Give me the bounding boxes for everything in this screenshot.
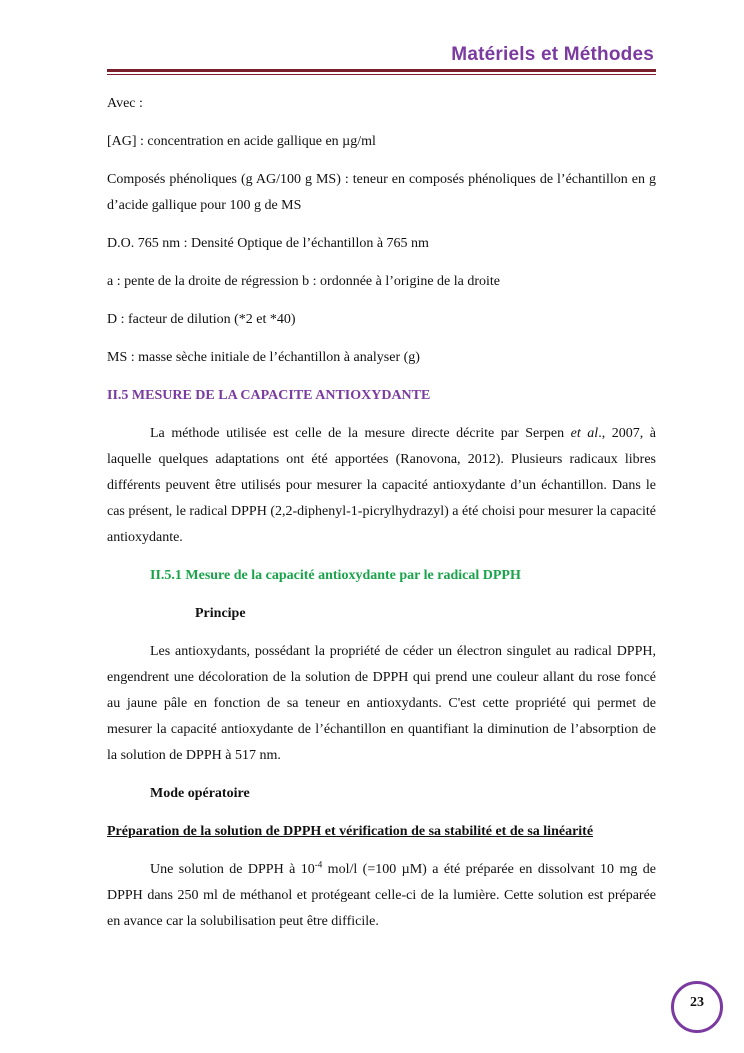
para1-after: ., 2007, à laquelle quelques adaptations ont été apportées (Ranovona, 2012). Plusieurs radicaux libres différents peuvent être utilisés pour mesurer la capacité antioxydante d’un échantillon. Dans le cas présent, le radical DPPH (2,2-diphenyl-1-picrylhydrazyl) a été choisi pour mesurer la capacité antioxydante. — [107, 426, 656, 545]
preparation-title: Préparation de la solution de DPPH et vérification de sa stabilité et de sa linéarité — [107, 824, 594, 839]
mode-heading: Mode opératoire — [150, 786, 250, 801]
header-rule-thin — [107, 74, 656, 75]
principe-heading: Principe — [195, 606, 246, 621]
para1-before: La méthode utilisée est celle de la mesure directe décrite par Serpen — [150, 426, 571, 441]
definition-pente: a : pente de la droite de régression b : ordonnée à l’origine de la droite — [107, 274, 501, 289]
section-title: II.5 MESURE DE LA CAPACITE ANTIOXYDANTE — [107, 388, 431, 403]
prep-after: mol/l (=100 µM) a été préparée en dissolvant 10 mg de DPPH dans 250 ml de méthanol et protégeant celle-ci de la lumière. Cette solution est préparée en avance car la solubilisation peut être difficile. — [107, 862, 656, 929]
page-number: 23 — [690, 995, 704, 1010]
definition-ag: [AG] : concentration en acide gallique en µg/ml — [107, 134, 376, 149]
page-content — [107, 91, 656, 947]
header-title: Matériels et Méthodes — [451, 44, 654, 65]
definition-dilution: D : facteur de dilution (*2 et *40) — [107, 312, 296, 327]
section-paragraph — [107, 421, 656, 551]
prep-exponent: -4 — [314, 859, 323, 870]
para1-italic: et al — [570, 426, 599, 441]
definition-do: D.O. 765 nm : Densité Optique de l’échantillon à 765 nm — [107, 236, 429, 251]
subsection-title: II.5.1 Mesure de la capacité antioxydante par le radical DPPH — [150, 568, 521, 583]
definition-composes: Composés phénoliques (g AG/100 g MS) : teneur en composés phénoliques de l’échantillon en g d’acide gallique pour 100 g de MS — [107, 172, 656, 213]
prep-before: Une solution de DPPH à 10 — [150, 862, 315, 877]
avec-label: Avec : — [107, 96, 143, 111]
principe-paragraph: Les antioxydants, possédant la propriété de céder un électron singulet au radical DPPH, engendrent une décoloration de la solution de DPPH qui prend une couleur allant du rose foncé au jaune pâle en fonction de sa teneur en antioxydants. C'est cette propriété qui permet de mesurer la capacité antioxydante de l’échantillon en quantifiant la diminution de l’absorption de la solution de DPPH à 517 nm. — [107, 644, 656, 763]
preparation-paragraph — [107, 857, 656, 935]
header-rule-thick — [107, 69, 656, 72]
page-number-badge — [671, 981, 723, 1033]
definition-ms: MS : masse sèche initiale de l’échantillon à analyser (g) — [107, 350, 420, 365]
